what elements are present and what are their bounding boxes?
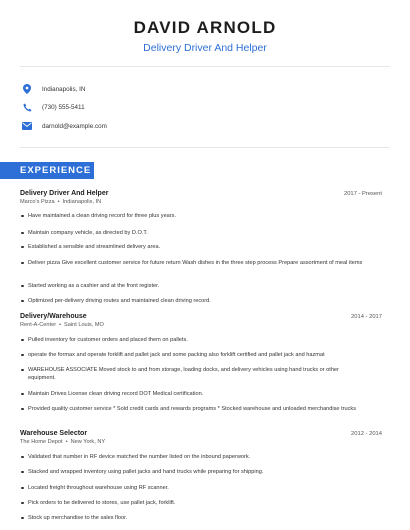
list-item: Pick orders to be delivered to stores, use pallet jack, forklift. xyxy=(20,499,365,507)
job-company: Rent-A-Center xyxy=(20,322,57,328)
divider xyxy=(20,66,390,67)
list-item: Stacked and wrapped inventory using pallet jacks and hand trucks while preparing for shipping. xyxy=(20,468,365,476)
job-entry: Delivery Driver And Helper 2017 - Present Marco's Pizza • Indianapolis, IN xyxy=(20,190,382,205)
list-item: Located freight throughout warehouse using RF scanner. xyxy=(20,484,365,492)
list-item: Stock up merchandise to the sales floor. xyxy=(20,514,365,522)
contact-location-text: Indianapolis, IN xyxy=(42,85,86,93)
contact-email-text[interactable]: darnold@example.com xyxy=(42,122,107,130)
location-pin-icon xyxy=(22,84,32,94)
list-item: Maintain company vehicle, as directed by D.O.T. xyxy=(20,229,365,237)
job-entry: Delivery/Warehouse 2014 - 2017 Rent-A-Center • Saint Louis, MO xyxy=(20,313,382,328)
list-item: Pulled inventory for customer orders and placed them on pallets. xyxy=(20,336,365,344)
job-location: Saint Louis, MO xyxy=(64,322,104,328)
job-location: New York, NY xyxy=(70,439,106,445)
list-item: Established a sensible and streamlined delivery area. xyxy=(20,243,365,251)
job-location: Indianapolis, IN xyxy=(62,199,102,205)
list-item: operate the formax and operate forklift and pallet jack and some packing also forklift certified and pallet jack and hazmat xyxy=(20,351,365,359)
job-dates: 2017 - Present xyxy=(343,191,382,197)
list-item: Started working as a cashier and at the front register. xyxy=(20,282,365,290)
list-item: WAREHOUSE ASSOCIATE Moved stock to and from storage, loading docks, and delivery vehicles using hand trucks or other equipment. xyxy=(20,366,365,382)
divider xyxy=(20,147,390,148)
job-title: Warehouse Selector xyxy=(20,430,88,437)
phone-icon xyxy=(22,103,32,113)
experience-heading: EXPERIENCE xyxy=(0,162,94,179)
list-item: Validated that number in RF device matched the number listed on the inbound paperwork. xyxy=(20,453,365,461)
list-item: Have maintained a clean driving record for three plus years. xyxy=(20,212,365,220)
contact-location xyxy=(22,80,107,99)
list-item: Deliver pizza Give excellent customer service for future return Wash dishes in the three step process Prepare assortment of meal items xyxy=(20,259,365,267)
list-item: Optimized per-delivery driving routes and maintained clean driving record. xyxy=(20,297,365,305)
list-item: Provided quality customer service * Sold credit cards and rewards programs * Stocked warehouse and unloaded merchandise trucks xyxy=(20,405,365,413)
resume-header xyxy=(0,18,410,55)
job-company: The Home Depot xyxy=(20,439,63,445)
contact-list xyxy=(22,80,107,136)
contact-phone-text: (730) 555-5411 xyxy=(42,104,85,112)
candidate-name: DAVID ARNOLD xyxy=(133,18,277,37)
email-icon xyxy=(22,121,32,131)
list-item: Maintain Drives License clean driving record DOT Medical certification. xyxy=(20,390,365,398)
candidate-title: Delivery Driver And Helper xyxy=(143,42,267,54)
contact-phone xyxy=(22,99,107,118)
job-title: Delivery Driver And Helper xyxy=(20,190,109,197)
job-dates: 2014 - 2017 xyxy=(351,314,382,320)
job-title: Delivery/Warehouse xyxy=(20,313,87,320)
job-dates: 2012 - 2014 xyxy=(351,431,382,437)
contact-email[interactable] xyxy=(22,117,107,136)
job-company: Marco's Pizza xyxy=(20,199,55,205)
job-entry: Warehouse Selector 2012 - 2014 The Home Depot • New York, NY xyxy=(20,430,382,445)
